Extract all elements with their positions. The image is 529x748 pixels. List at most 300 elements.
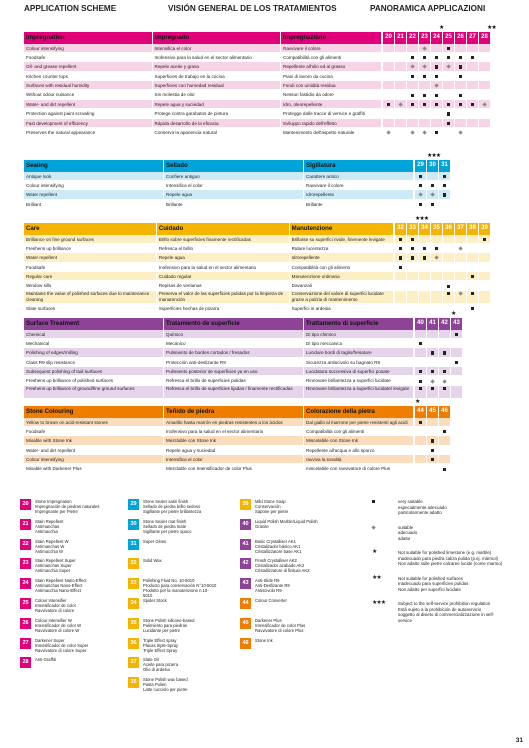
table-cell: Sin molestia de olor [153, 90, 282, 98]
legend-item [240, 578, 329, 595]
suitability-cell [443, 244, 454, 252]
suitability-cell [431, 100, 442, 108]
very-suitable-mark [431, 449, 434, 452]
table-cell: Davanzali [290, 281, 394, 289]
section-title: Tratamiento de superficie [164, 318, 304, 330]
suitability-cell [383, 100, 394, 108]
suitability-cell [431, 244, 442, 252]
suitability-cell [427, 181, 438, 189]
legend-item [240, 638, 329, 655]
suitability-cell [439, 200, 450, 208]
suitability-cell [439, 339, 450, 347]
legend-item [128, 578, 217, 599]
suitability-cell [395, 62, 406, 70]
suitability-cell [455, 53, 466, 61]
suitability-cell [431, 62, 442, 70]
restriction-stars: ★ [451, 311, 456, 317]
suitability-cell [439, 367, 450, 375]
product-number: 45 [427, 406, 438, 418]
suitability-cell [383, 109, 394, 117]
table-cell: Freshens up brilliance [24, 244, 157, 252]
legend-text: Mild Stone Soap Conservación Sapone per pietre [255, 499, 289, 514]
product-number: 20 [383, 32, 394, 44]
suitability-cell [415, 339, 426, 347]
table-cell: Pulimiento posterior de superficies ya en uso [164, 367, 304, 375]
very-suitable-mark [399, 238, 402, 241]
suitability-cell [467, 62, 478, 70]
legend-text: Stain Repellent Super Antimanchas Super Antimacchia Super [35, 558, 76, 574]
suitability-cell [479, 100, 490, 108]
table-row [24, 119, 490, 128]
legend-number: 38 [128, 677, 139, 688]
table-cell: Mechanical [24, 339, 164, 347]
table-cell: Foodsafe [24, 263, 157, 271]
suitable-mark [430, 193, 435, 198]
suitability-cell [431, 109, 442, 117]
table-cell: Pulimiento de bordes cortados / fresados [164, 348, 304, 356]
table-row [24, 291, 490, 304]
suitability-cell [479, 263, 490, 271]
table-cell: Repisas de ventanas [157, 281, 290, 289]
very-suitable-mark [435, 247, 438, 250]
suitability-cell [455, 244, 466, 252]
suitability-cell [439, 386, 450, 398]
legend-text: Darkener Super Intensificador de color Super Ravvivatore di colore Super [35, 637, 89, 653]
very-suitable-mark [419, 184, 422, 187]
product-number: 46 [439, 406, 450, 418]
very-suitable-mark [411, 247, 414, 250]
section-title: Impregnation [24, 32, 153, 44]
very-suitable-mark [431, 370, 434, 373]
suitability-cell [427, 190, 438, 198]
suitability-cell [407, 244, 418, 252]
suitability-cell [467, 44, 478, 52]
table-row [24, 253, 490, 262]
product-legend [20, 499, 510, 727]
symbol-item: ★★★ Subject to the self-service prohibition regulation Está sujeto a la prohibición de autoservicio soggetto al divieto di commercializzazione in self-service [370, 601, 505, 623]
suitability-cell [395, 291, 406, 303]
very-suitable-mark [447, 285, 450, 288]
legend-number: 26 [20, 618, 31, 629]
symbol-item [370, 525, 505, 542]
suitability-cell [439, 348, 450, 356]
suitability-cell [415, 436, 426, 444]
table-row [24, 436, 490, 445]
legend-text: Basic Crystalliser AK1 Cristalizador básico AK1 Cristallizzatore base AK1 [255, 538, 302, 554]
legend-text: Liquid Polish Marble/Liquid Polish Granite [255, 518, 318, 529]
suitability-cell [395, 253, 406, 261]
table-cell: Compatibilità con gli alimenti [290, 263, 394, 271]
suitability-cell [455, 235, 466, 243]
suitable-mark [422, 131, 427, 136]
table-cell: Superfici in ardesia [290, 304, 394, 312]
very-suitable-mark [399, 266, 402, 269]
legend-number: 23 [20, 558, 31, 569]
suitability-cell [431, 235, 442, 243]
suitability-cell [431, 272, 442, 280]
table-cell: Preserves the natural appearance [24, 128, 153, 136]
product-number: 29 [415, 160, 426, 172]
legend-number: 39 [240, 499, 251, 510]
very-suitable-mark [455, 333, 458, 336]
very-suitable-mark [411, 238, 414, 241]
table-cell: Refresca el brillo [157, 244, 290, 252]
legend-item [240, 539, 329, 556]
suitability-cell [467, 119, 478, 127]
table-cell: Mezclable con Intensificador de color Plus [164, 464, 304, 472]
legend-number: 34 [128, 598, 139, 609]
table-row [24, 128, 490, 137]
legend-item [20, 638, 109, 655]
table-cell: Brillo sobre superficies finamente rectificadas [157, 235, 290, 243]
suitability-cell [431, 44, 442, 52]
legend-number: 20 [20, 499, 31, 510]
very-suitable-mark [423, 103, 426, 106]
suitable-mark [458, 291, 463, 296]
header-english: APPLICATION SCHEME [24, 4, 117, 13]
suitability-cell [455, 263, 466, 271]
symbol-item: ★ Not suitable for polished limestone (e.g. marble) Inadecuado para piedra caliza pulida (p.ej. mármol) Non adatto sulle pietre calcaree lucide (come marmo) [372, 549, 503, 566]
suitability-cell [415, 418, 426, 426]
table-row [24, 72, 490, 81]
table-cell: Freshens up brilliance of polished surfaces [24, 376, 164, 384]
suitability-cell [415, 386, 426, 398]
table-cell: Foodsafe [24, 427, 164, 435]
suitability-cell [479, 291, 490, 303]
suitability-cell [419, 62, 430, 70]
table-cell: Protection against paint scrawling [24, 109, 153, 117]
legend-number: 25 [20, 598, 31, 609]
suitability-cell [383, 53, 394, 61]
very-suitable-mark [459, 56, 462, 59]
table-row [24, 81, 490, 90]
table-cell: Químico [164, 330, 304, 338]
table-cell: Sicurezza antiscivolo su bagnato R9 [304, 358, 414, 366]
suitability-cell [407, 90, 418, 98]
suitability-cell [467, 244, 478, 252]
suitability-cell [415, 455, 426, 463]
very-suitable-mark [459, 75, 462, 78]
suitability-cell [407, 253, 418, 261]
table-cell: Repele aceite y grasa [153, 62, 282, 70]
product-number: 33 [407, 223, 418, 235]
suitability-cell [467, 281, 478, 289]
suitability-cell [427, 358, 438, 366]
suitability-cell [427, 172, 438, 180]
legend-number: 31 [128, 539, 139, 550]
suitability-cell [439, 172, 450, 180]
legend-item [20, 519, 109, 536]
legend-number: 46 [240, 638, 251, 649]
legend-number: 42 [240, 558, 251, 569]
suitability-cell [479, 109, 490, 117]
suitability-cell [467, 72, 478, 80]
table-cell: Ridare lucentezza [290, 244, 394, 252]
legend-text: Anti-Graffiti [35, 657, 56, 663]
very-suitable-mark [419, 203, 422, 206]
suitability-cell [415, 200, 426, 208]
very-suitable-mark [431, 203, 434, 206]
symbol-legend [370, 499, 505, 632]
table-cell: Preserva el valor de las superficies pulidas por la limpieza de manutención [157, 291, 290, 303]
product-number: 27 [467, 32, 478, 44]
table-row [24, 109, 490, 118]
legend-text: Super Gloss [143, 538, 167, 544]
table-cell: Slate surfaces [24, 304, 157, 312]
legend-text: Stone Ink [255, 637, 273, 643]
table-cell: Brilliant [24, 200, 164, 208]
suitability-cell [443, 272, 454, 280]
suitability-cell [415, 190, 426, 198]
table-cell: Inofensivo para la salud en el sector alimentario [164, 427, 304, 435]
table-cell: Di tipo chimico [304, 330, 414, 338]
table-cell: Rinnovare brillantezza a superfici lucidate/ levigate [304, 386, 414, 398]
suitability-cell [451, 330, 462, 338]
table-cell: Ravvivare il colore [304, 181, 414, 189]
legend-number: 40 [240, 519, 251, 530]
very-suitable-mark [411, 75, 414, 78]
suitability-cell [395, 281, 406, 289]
suitability-cell [451, 358, 462, 366]
suitability-cell [467, 90, 478, 98]
suitability-cell [479, 72, 490, 80]
suitability-cell [427, 200, 438, 208]
suitability-cell [395, 90, 406, 98]
suitability-cell [419, 72, 430, 80]
legend-item [20, 499, 109, 516]
table-row [24, 386, 490, 399]
legend-item [128, 638, 217, 655]
table-row [24, 263, 490, 272]
legend-number: 21 [20, 519, 31, 530]
suitability-cell [443, 81, 454, 89]
very-suitable-mark [435, 75, 438, 78]
suitability-cell [395, 128, 406, 136]
suitability-cell [427, 418, 438, 426]
legend-number: 30 [128, 519, 139, 530]
product-number: 34 [419, 223, 430, 235]
suitable-mark [434, 84, 439, 89]
legend-number: 27 [20, 638, 31, 649]
section-title: Sealing [24, 160, 164, 172]
legend-column [128, 499, 217, 697]
suitability-cell [439, 455, 450, 463]
very-suitable-mark [459, 65, 462, 68]
suitability-cell [455, 128, 466, 136]
suitability-cell [431, 72, 442, 80]
suitability-cell [479, 90, 490, 98]
suitability-cell [383, 44, 394, 52]
suitability-cell [395, 304, 406, 312]
legend-number: 28 [20, 657, 31, 668]
table-cell: Brillante [164, 200, 304, 208]
table-cell: Sviluppo rapido dell'effetto [281, 119, 382, 127]
table-cell: Amarillo hasta marrón en piedras resistentes a los ácidos [164, 418, 304, 426]
suitability-cell [427, 455, 438, 463]
suitability-cell [419, 272, 430, 280]
product-number: 28 [479, 32, 490, 44]
table-cell: Repellente all'olio ed al grasso [281, 62, 382, 70]
section-impregnation [24, 25, 496, 137]
suitability-cell [451, 367, 462, 375]
very-suitable-mark [372, 500, 375, 503]
very-suitable-mark [423, 247, 426, 250]
suitability-cell [431, 291, 442, 303]
suitability-cell [419, 53, 430, 61]
suitability-cell [439, 446, 450, 454]
suitability-cell [383, 72, 394, 80]
table-cell: Rápida desarrollo de la eficacia [153, 119, 282, 127]
suitability-cell [407, 263, 418, 271]
product-number: 25 [443, 32, 454, 44]
legend-number: 33 [128, 578, 139, 589]
suitability-cell [443, 90, 454, 98]
table-row [24, 53, 490, 62]
very-suitable-mark [443, 468, 446, 471]
very-suitable-mark [435, 103, 438, 106]
suitability-cell [443, 235, 454, 243]
table-cell: Freshens up brilliance of ground/fine ground surfaces [24, 386, 164, 398]
suitability-cell [415, 427, 426, 435]
table-cell: Regular care [24, 272, 157, 280]
suitability-cell [431, 253, 442, 261]
symbol-text: suitable adecuado adatto [398, 524, 418, 541]
table-cell: Fast development of efficiency [24, 119, 153, 127]
very-suitable-mark [483, 238, 486, 241]
suitable-mark [386, 131, 391, 136]
suitability-cell [479, 304, 490, 312]
suitability-cell [395, 109, 406, 117]
legend-item [128, 539, 217, 556]
very-suitable-mark [471, 307, 474, 310]
table-cell: Dal giallo al marrone per pietre resistenti agli acidi [304, 418, 414, 426]
table-row [24, 418, 490, 427]
suitability-cell [419, 235, 430, 243]
suitability-cell [419, 281, 430, 289]
suitability-cell [427, 330, 438, 338]
table-cell: Superficies hechas de pizarra [157, 304, 290, 312]
legend-column [240, 499, 329, 657]
suitability-cell [407, 72, 418, 80]
product-number: 42 [439, 318, 450, 330]
legend-number: 29 [128, 499, 139, 510]
legend-text: Spider Stock [143, 597, 167, 603]
table-row [24, 44, 490, 53]
table-cell: Confiere antiguo [164, 172, 304, 180]
suitability-cell [451, 339, 462, 347]
table-cell: Compatibilità con gli alimenti [281, 53, 382, 61]
table-cell: Ravvivare il colore [281, 44, 382, 52]
very-suitable-mark [447, 56, 450, 59]
suitability-cell [415, 348, 426, 356]
legend-text: Finish Crystalliser AK2 Cristalizador acabado AK2 Cristallizzatore di finitura AK2 [255, 558, 310, 574]
legend-number: 37 [128, 657, 139, 668]
table-row [24, 181, 490, 190]
table-row [24, 235, 490, 244]
table-cell: Brillante su superfici rivide, finemente levigate [290, 235, 394, 243]
legend-number: 24 [20, 578, 31, 589]
suitable-mark [458, 246, 463, 251]
table-cell: Idrorepellente [304, 190, 414, 198]
suitability-cell [443, 109, 454, 117]
product-number: 32 [395, 223, 406, 235]
very-suitable-mark [419, 421, 422, 424]
suitability-cell [431, 281, 442, 289]
suitability-cell [479, 53, 490, 61]
restriction-stars: ★★★ [415, 216, 429, 222]
table-cell: Intensifica el color [164, 455, 304, 463]
suitability-cell [407, 235, 418, 243]
suitability-cell [419, 81, 430, 89]
table-cell: Manutenzione ordinaria [290, 272, 394, 280]
suitability-cell [395, 53, 406, 61]
very-suitable-mark [471, 56, 474, 59]
suitable-mark [422, 65, 427, 70]
table-cell: Piani di lavoro da cucina [281, 72, 382, 80]
legend-item [20, 558, 109, 575]
suitability-cell [439, 190, 450, 198]
very-suitable-mark [443, 387, 446, 390]
table-row [24, 358, 490, 367]
table-row [24, 281, 490, 290]
legend-item [128, 558, 217, 575]
suitable-mark [430, 379, 435, 384]
very-suitable-mark [435, 94, 438, 97]
suitable-mark [482, 102, 487, 107]
very-suitable-mark [431, 184, 434, 187]
legend-text: Stain Repellent W Antimanchas W Antimacchia W [35, 538, 69, 554]
legend-item [20, 618, 109, 635]
suitability-cell [395, 44, 406, 52]
suitability-cell [395, 119, 406, 127]
table-cell: Surfaces with residual humidity [24, 81, 153, 89]
legend-text: Triple Effect spray Placas triple-Spray Triple Effect Spray [143, 637, 179, 653]
suitability-cell [455, 90, 466, 98]
legend-item [20, 598, 109, 615]
suitability-cell [431, 263, 442, 271]
section-title: Care [24, 223, 157, 235]
section-surface-treatment [24, 311, 490, 399]
very-suitable-mark [443, 193, 446, 196]
table-cell: Compatibilità con gli alimenti [304, 427, 414, 435]
legend-item [128, 598, 217, 615]
suitability-cell [443, 128, 454, 136]
legend-text: Stone Polish wax based Pasta Pulien Latte cucciolo per pietre [143, 677, 188, 693]
table-cell: Cuidado regular [157, 272, 290, 280]
suitability-cell [395, 235, 406, 243]
header-spanish: VISIÓN GENERAL DE LOS TRATAMIENTOS [168, 4, 337, 13]
suitability-cell [439, 330, 450, 338]
suitability-cell [439, 436, 450, 444]
suitability-cell [443, 263, 454, 271]
section-title: Sigillatura [304, 160, 414, 172]
suitability-cell [451, 386, 462, 398]
table-row [24, 339, 490, 348]
table-row [24, 427, 490, 436]
table-cell: Class R9 slip resistance [24, 358, 164, 366]
suitability-cell [455, 253, 466, 261]
legend-number: 36 [128, 638, 139, 649]
suitability-cell [439, 427, 450, 435]
suitable-mark [422, 46, 427, 51]
very-suitable-mark [471, 103, 474, 106]
restriction-stars: ★★★ [427, 153, 441, 159]
table-row [24, 330, 490, 339]
suitability-cell [455, 72, 466, 80]
suitability-cell [415, 464, 426, 472]
very-suitable-mark [443, 430, 446, 433]
table-cell: Protegge dalle tracce di vernice e graffiti [281, 109, 382, 117]
